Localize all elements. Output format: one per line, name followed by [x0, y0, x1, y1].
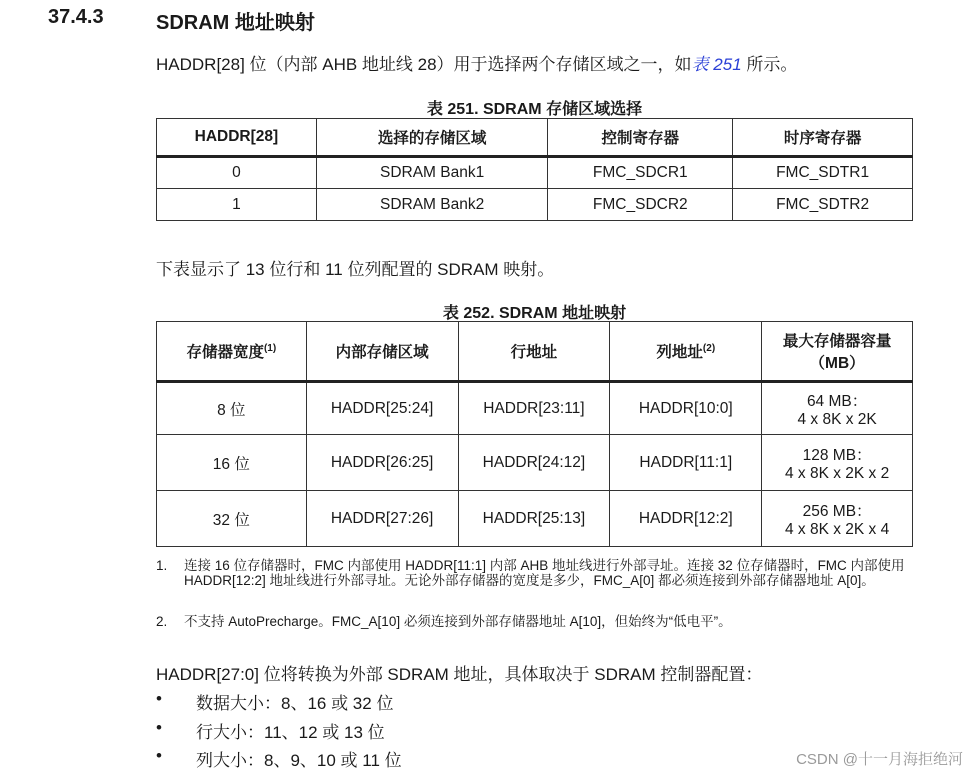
table-cell: FMC_SDCR1: [548, 157, 733, 189]
table-row: [157, 435, 913, 491]
table-row: [157, 157, 913, 189]
header-label: 列地址: [656, 344, 703, 361]
table-cell: HADDR[25:13]: [458, 491, 610, 547]
table2-caption: 表 252. SDRAM 地址映射: [442, 305, 627, 322]
table-cell: [762, 491, 913, 547]
footnote-number: 2.: [156, 614, 168, 629]
table-cell: HADDR[27:26]: [306, 491, 458, 547]
table-251-link[interactable]: 表 251: [691, 55, 742, 74]
table-cell: HADDR[12:2]: [610, 491, 762, 547]
capacity-line: 128 MB：: [802, 446, 872, 464]
table-cell: SDRAM Bank2: [316, 189, 548, 221]
intro-text-end: 所示。: [741, 55, 798, 74]
capacity-line: 4 x 8K x 2K x 4: [784, 520, 890, 538]
footnote-number: 1.: [156, 558, 168, 573]
capacity-line: 4 x 8K x 2K: [797, 410, 877, 428]
table2: [156, 321, 913, 547]
footnote-text: 连接 16 位存储器时，FMC 内部使用 HADDR[11:1] 内部 AHB 地址线进行外部寻址。连接 32 位存储器时，FMC 内部使用 HADDR[12:2] 地址线进行外部寻址。无论外部存储器的宽度是多少，FMC_A[0] 都必须连接到外部存储器地址 A[0]。: [184, 558, 905, 588]
table-cell: HADDR[24:12]: [458, 435, 610, 491]
list-item-text: 行大小：11、12 或 13 位: [196, 723, 385, 742]
table-cell: FMC_SDCR2: [548, 189, 733, 221]
bullet: •: [156, 689, 162, 708]
table-cell: HADDR[26:25]: [306, 435, 458, 491]
table-row: [157, 491, 913, 547]
table-cell: FMC_SDTR2: [733, 189, 913, 221]
table-cell: 32 位: [157, 491, 307, 547]
table-cell: HADDR[10:0]: [610, 382, 762, 435]
table2-header-cell: [610, 322, 762, 382]
table1-header-cell: 控制寄存器: [548, 119, 733, 157]
table-cell: 1: [157, 189, 317, 221]
table-cell: 16 位: [157, 435, 307, 491]
table-cell: [762, 435, 913, 491]
table1-header-row: [157, 119, 913, 157]
table1-caption: 表 251. SDRAM 存储区域选择: [426, 101, 643, 118]
table-cell: [762, 382, 913, 435]
table-cell: HADDR[25:24]: [306, 382, 458, 435]
table-cell: HADDR[23:11]: [458, 382, 610, 435]
list-item-text: 数据大小：8、16 或 32 位: [196, 694, 394, 713]
capacity-line: 256 MB：: [802, 502, 872, 520]
table1-header-cell: 时序寄存器: [733, 119, 913, 157]
capacity-line: 64 MB：: [806, 392, 868, 410]
table2-header-cell: [762, 322, 913, 382]
bullet: •: [156, 718, 162, 737]
header-unit: （MB）: [809, 355, 865, 372]
table2-header-cell: [157, 322, 307, 382]
watermark: CSDN @十一月海拒绝河: [796, 751, 963, 768]
table-cell: SDRAM Bank1: [316, 157, 548, 189]
table-row: [157, 382, 913, 435]
table-row: [157, 189, 913, 221]
footnote-ref: (1): [263, 342, 277, 354]
intro-text: HADDR[28] 位（内部 AHB 地址线 28）用于选择两个存储区域之一，如: [156, 55, 692, 74]
table2-header-cell: 行地址: [458, 322, 610, 382]
table1: [156, 118, 913, 221]
table1-header-cell: HADDR[28]: [157, 119, 317, 157]
table-cell: HADDR[11:1]: [610, 435, 762, 491]
haddr-paragraph: HADDR[27:0] 位将转换为外部 SDRAM 地址，具体取决于 SDRAM 控制器配置：: [156, 665, 763, 684]
bullet: •: [156, 746, 162, 765]
table-cell: 0: [157, 157, 317, 189]
table1-header-cell: 选择的存储区域: [316, 119, 548, 157]
footnote-ref: (2): [702, 342, 716, 354]
footnote-text: 不支持 AutoPrecharge。FMC_A[10] 必须连接到外部存储器地址 A[10]，但始终为“低电平”。: [184, 614, 732, 629]
table2-intro: 下表显示了 13 位行和 11 位列配置的 SDRAM 映射。: [156, 260, 555, 279]
table-cell: FMC_SDTR1: [733, 157, 913, 189]
intro-paragraph: [156, 50, 797, 75]
list-item-text: 列大小：8、9、10 或 11 位: [196, 751, 402, 770]
header-label: 最大存储器容量: [782, 333, 892, 350]
section-title: SDRAM 地址映射: [156, 12, 315, 34]
table2-header-row: [157, 322, 913, 382]
header-label: 存储器宽度: [186, 344, 264, 361]
table2-header-cell: 内部存储区域: [306, 322, 458, 382]
table-cell: 8 位: [157, 382, 307, 435]
section-number: 37.4.3: [48, 6, 104, 28]
capacity-line: 4 x 8K x 2K x 2: [784, 464, 890, 482]
